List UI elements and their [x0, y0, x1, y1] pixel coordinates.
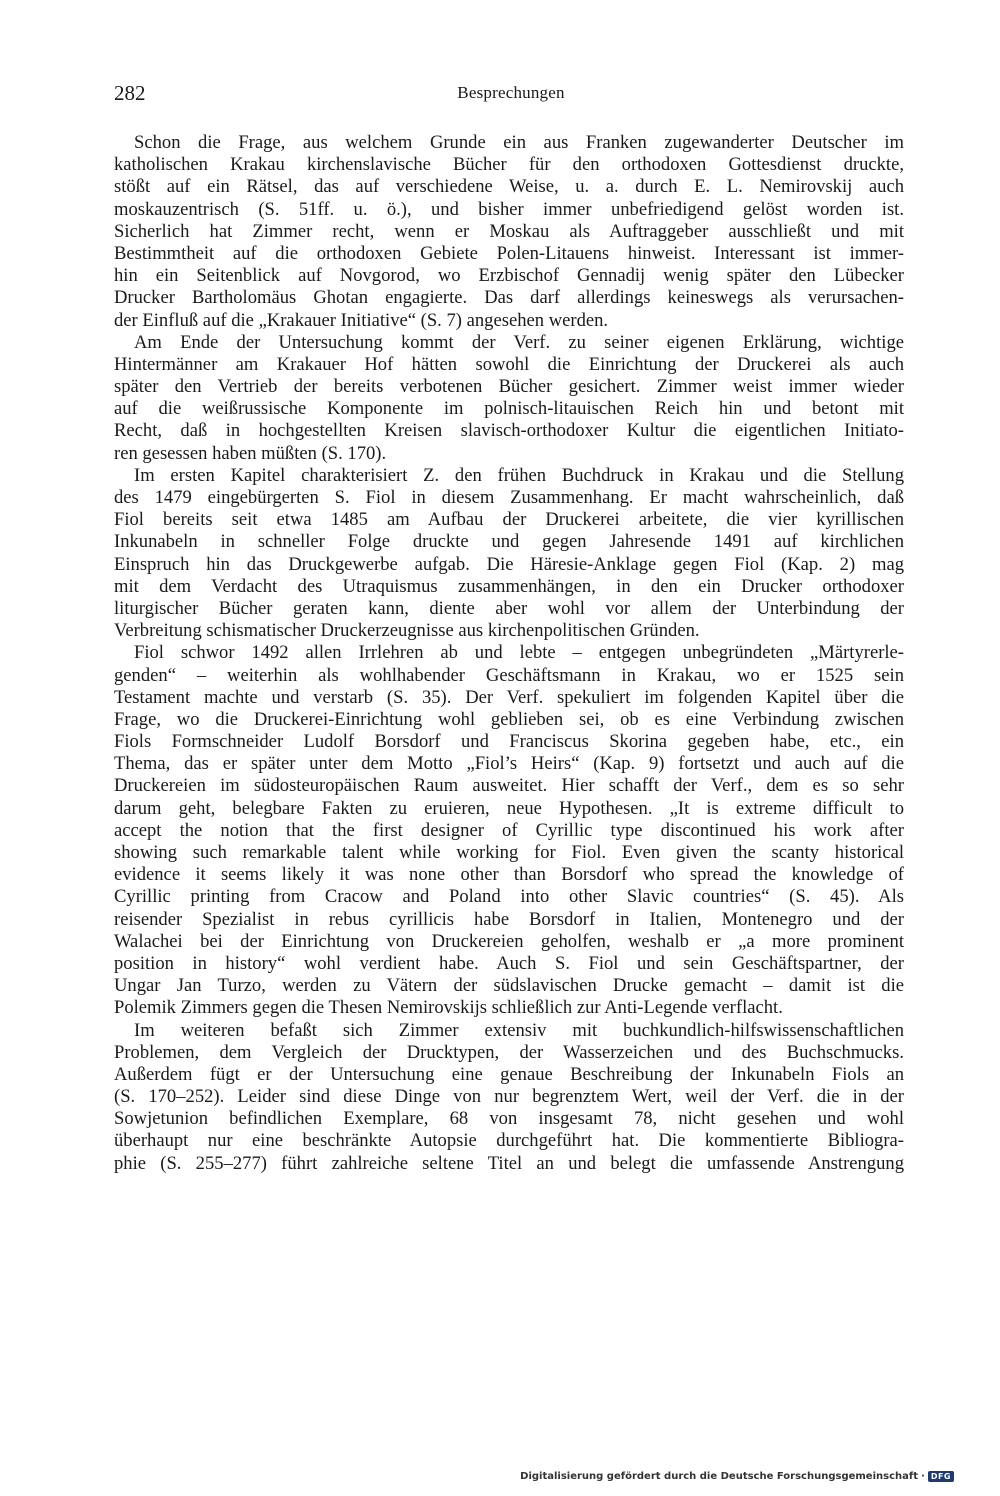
text-line: Schon die Frage, aus welchem Grunde ein aus Franken zugewanderter Deutscher im — [134, 132, 904, 153]
text-line: Verbreitung schismatischer Druckerzeugnisse aus kirchenpolitischen Gründen. — [114, 620, 700, 642]
text-line: Inkunabeln in schneller Folge druckte und gegen Jahresende 1491 auf kirchlichen — [114, 531, 904, 553]
text-line: Fiols Formschneider Ludolf Borsdorf und Franciscus Skorina gegeben habe, etc., ein — [114, 731, 904, 753]
body-text — [114, 132, 904, 1175]
text-line: überhaupt nur eine beschränkte Autopsie durchgeführt hat. Die kommentierte Bibliogra- — [114, 1130, 904, 1152]
text-line: Drucker Bartholomäus Ghotan engagierte. Das darf allerdings keineswegs als verursachen- — [114, 287, 904, 309]
text-line: Frage, wo die Druckerei-Einrichtung wohl geblieben sei, ob es eine Verbindung zwischen — [114, 708, 904, 730]
text-line: reisender Spezialist in rebus cyrillicis habe Borsdorf in Italien, Montenegro und der — [114, 908, 904, 930]
text-line: der Einfluß auf die „Krakauer Initiative“ (S. 7) angesehen werden. — [114, 309, 609, 331]
text-line: Sowjetunion befindlichen Exemplare, 68 von insgesamt 78, nicht gesehen und wohl — [114, 1108, 904, 1130]
text-line: Thema, das er später unter dem Motto „Fiol’s Heirs“ (Kap. 9) fortsetzt und auch auf die — [114, 753, 904, 775]
text-line: darum geht, belegbare Fakten zu eruieren, neue Hypothesen. „It is extreme difficult to — [114, 797, 904, 819]
text-line: Ungar Jan Turzo, werden zu Vätern der südslavischen Drucke gemacht – damit ist die — [114, 975, 904, 997]
text-line: moskauzentrisch (S. 51ff. u. ö.), und bisher immer unbefriedigend gelöst worden ist. — [114, 198, 904, 220]
running-title: Besprechungen — [457, 83, 565, 102]
text-line: showing such remarkable talent while working for Fiol. Even given the scanty historical — [114, 842, 904, 863]
text-line: Am Ende der Untersuchung kommt der Verf. zu seiner eigenen Erklärung, wichtige — [134, 331, 904, 353]
text-line: auf die weißrussische Komponente im polnisch-litauischen Reich hin und betont mit — [114, 398, 904, 420]
footer-credit: Digitalisierung gefördert durch die Deutsche Forschungsgemeinschaft · DFG — [520, 1471, 954, 1482]
text-line: (S. 170–252). Leider sind diese Dinge von nur begrenztem Wert, weil der Verf. die in der — [114, 1086, 904, 1108]
text-line: Fiol schwor 1492 allen Irrlehren ab und lebte – entgegen unbegründeten „Märtyrerle- — [134, 642, 904, 664]
text-line: Druckereien im südosteuropäischen Raum ausweitet. Hier schafft der Verf., dem es so sehr — [114, 775, 904, 797]
text-line: hin ein Seitenblick auf Novgorod, wo Erzbischof Gennadij wenig später den Lübecker — [114, 265, 904, 287]
text-line: Recht, daß in hochgestellten Kreisen slavisch-orthodoxer Kultur die eigentlichen Initiato- — [114, 420, 904, 442]
text-line: Hintermänner am Krakauer Hof hätten sowohl die Einrichtung der Druckerei als auch — [114, 353, 904, 375]
footer-credit-text: Digitalisierung gefördert durch die Deutsche Forschungsgemeinschaft — [520, 1471, 919, 1482]
paragraph-4 — [114, 642, 904, 1019]
text-line: Fiol bereits seit etwa 1485 am Aufbau der Druckerei arbeitete, die vier kyrillischen — [114, 509, 904, 531]
paragraph-5 — [114, 1020, 904, 1175]
text-line: Walachei bei der Einrichtung von Druckereien geholfen, weshalb er „a more prominent — [114, 930, 904, 952]
text-line: stößt auf ein Rätsel, das auf verschiedene Weise, u. a. durch E. L. Nemirovskij auch — [114, 176, 904, 198]
paragraph-3 — [114, 465, 904, 643]
text-line: mit dem Verdacht des Utraquismus zusammenhängen, in den ein Drucker orthodoxer — [114, 575, 904, 597]
text-line: ren gesessen haben müßten (S. 170). — [114, 442, 387, 464]
text-line: Testament machte und verstarb (S. 35). Der Verf. spekuliert im folgenden Kapitel über die — [114, 686, 904, 708]
text-line: Im ersten Kapitel charakterisiert Z. den frühen Buchdruck in Krakau und die Stellung — [134, 464, 904, 486]
text-line: Sicherlich hat Zimmer recht, wenn er Moskau als Auftraggeber ausschließt und mit — [114, 220, 904, 242]
text-line: evidence it seems likely it was none other than Borsdorf who spread the knowledge of — [114, 864, 904, 886]
text-line: Problemen, dem Vergleich der Drucktypen, der Wasserzeichen und des Buchschmucks. — [114, 1041, 904, 1063]
page-number: 282 — [114, 81, 146, 105]
text-line: accept the notion that the first designer of Cyrillic type discontinued his work after — [114, 819, 904, 841]
text-line: später den Vertrieb der bereits verbotenen Bücher gesichert. Zimmer weist immer wieder — [114, 376, 904, 398]
text-line: katholischen Krakau kirchenslavische Bücher für den orthodoxen Gottesdienst druckte, — [114, 154, 904, 176]
text-line: Außerdem fügt er der Untersuchung eine genaue Beschreibung der Inkunabeln Fiols an — [114, 1063, 904, 1085]
dfg-logo-icon: DFG — [928, 1471, 954, 1482]
text-line: phie (S. 255–277) führt zahlreiche seltene Titel an und belegt die umfassende Anstrengung — [114, 1152, 904, 1174]
paragraph-1 — [114, 132, 904, 332]
text-line: Polemik Zimmers gegen die Thesen Nemirovskijs schließlich zur Anti-Legende verflacht. — [114, 997, 783, 1019]
text-line: Bestimmtheit auf die orthodoxen Gebiete Polen-Litauens hinweist. Interessant ist immer- — [114, 242, 904, 264]
text-line: position in history“ wohl verdient habe. Auch S. Fiol und sein Geschäftspartner, der — [114, 952, 904, 974]
text-line: Im weiteren befaßt sich Zimmer extensiv mit buchkundlich-hilfswissenschaftlichen — [134, 1019, 904, 1041]
text-line: genden“ – weiterhin als wohlhabender Geschäftsmann in Krakau, wo er 1525 sein — [114, 664, 904, 686]
text-line: des 1479 eingebürgerten S. Fiol in diesem Zusammenhang. Er macht wahrscheinlich, daß — [114, 487, 904, 508]
text-line: Cyrillic printing from Cracow and Poland into other Slavic countries“ (S. 45). Als — [114, 886, 904, 908]
text-line: Einspruch hin das Druckgewerbe aufgab. Die Häresie-Anklage gegen Fiol (Kap. 2) mag — [114, 553, 904, 575]
paragraph-2 — [114, 332, 904, 465]
text-line: liturgischer Bücher geraten kann, diente aber wohl vor allem der Unterbindung der — [114, 597, 904, 619]
